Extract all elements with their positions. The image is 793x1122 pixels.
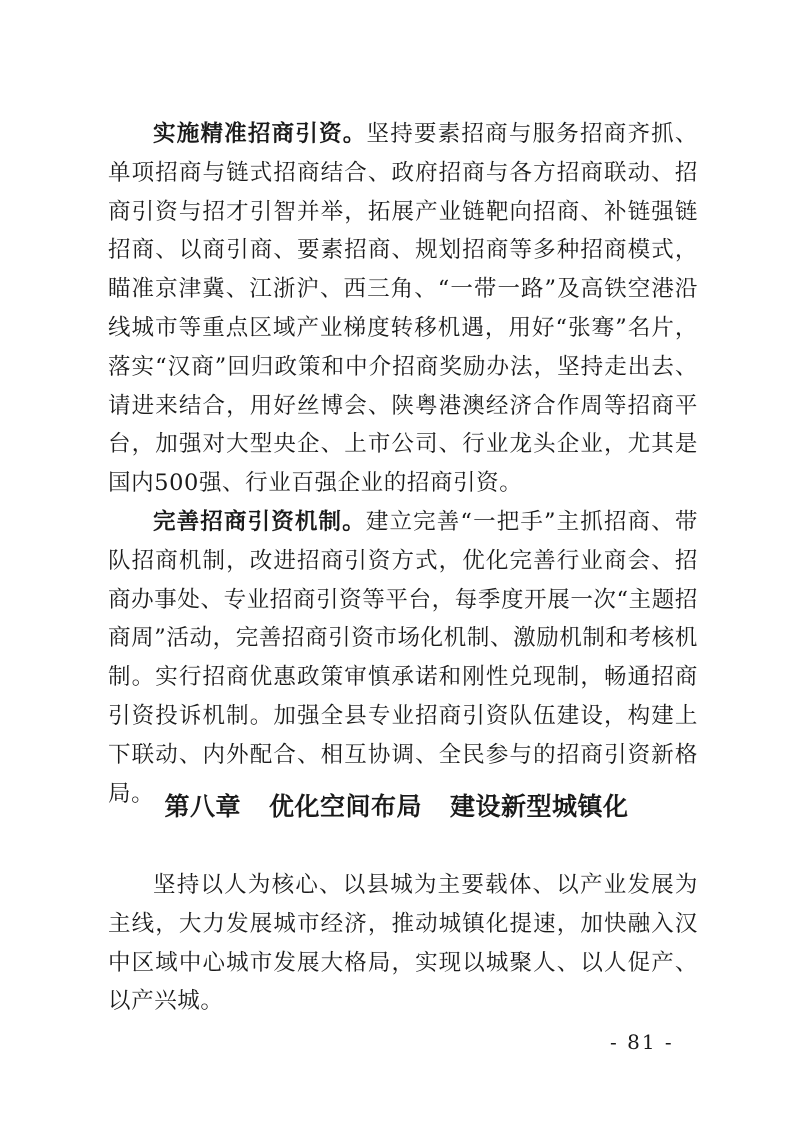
- paragraph-investment-mechanism: [108, 503, 698, 813]
- body-text: [108, 115, 698, 813]
- chapter-title-part1: 优化空间布局: [268, 792, 422, 821]
- page-number: - 81 -: [610, 1030, 674, 1054]
- paragraph-investment-attraction: [108, 115, 698, 503]
- chapter-title-part2: 建设新型城镇化: [450, 792, 629, 821]
- paragraph-text: 建立完善“一把手”主抓招商、带队招商机制，改进招商引资方式，优化完善行业商会、招商办事处、专业招商引资等平台，每季度开展一次“主题招商周”活动，完善招商引资市场化机制、激励机制和考核机制。实行招商优惠政策审慎承诺和刚性兑现制，畅通招商引资投诉机制。加强全县专业招商引资队伍建设，构建上下联动、内外配合、相互协调、全民参与的招商引资新格局。: [108, 508, 698, 807]
- paragraph-lead: 实施精准招商引资。: [153, 121, 367, 147]
- paragraph-text: 坚持要素招商与服务招商齐抓、单项招商与链式招商结合、政府招商与各方招商联动、招商引资与招才引智并举，拓展产业链靶向招商、补链强链招商、以商引商、要素招商、规划招商等多种招商模式，瞄准京津冀、江浙沪、西三角、“一带一路”及高铁空港沿线城市等重点区域产业梯度转移机遇，用好“张骞”名片，落实“汉商”回归政策和中介招商奖励办法，坚持走出去、请进来结合，用好丝博会、陕粤港澳经济合作周等招商平台，加强对大型央企、上市公司、行业龙头企业，尤其是国内500强、行业百强企业的招商引资。: [108, 121, 698, 497]
- chapter-heading: [0, 787, 793, 823]
- chapter-number: 第八章: [164, 792, 241, 821]
- chapter-intro-paragraph: 坚持以人为核心、以县城为主要载体、以产业发展为主线，大力发展城市经济，推动城镇化提速，加快融入汉中区域中心城市发展大格局，实现以城聚人、以人促产、以产兴城。: [108, 872, 698, 1015]
- paragraph-lead: 完善招商引资机制。: [153, 508, 366, 535]
